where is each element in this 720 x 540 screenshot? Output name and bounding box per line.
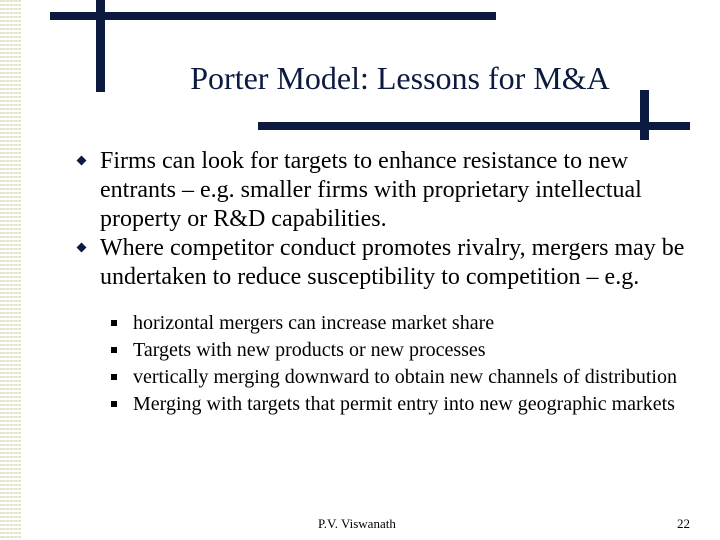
bullet-text: Where competitor conduct promotes rivalry, mergers may be undertaken to reduce susceptibility to competition – e.g.: [100, 235, 685, 290]
slide-title: Porter Model: Lessons for M&A: [190, 60, 610, 96]
bullet-item: [72, 147, 702, 234]
square-bullet-icon: [111, 320, 117, 326]
sub-bullet-text: Merging with targets that permit entry into new geographic markets: [133, 393, 675, 415]
sub-bullet-item: [72, 338, 702, 362]
page-number: 22: [677, 516, 690, 531]
sub-bullet-item: [72, 392, 702, 416]
decorative-stripes-overlay: [2, 0, 19, 540]
top-vertical-rule: [96, 0, 105, 92]
top-horizontal-rule: [50, 12, 496, 20]
sub-bullet-item: [72, 311, 702, 335]
sub-bullet-list: [72, 311, 702, 416]
slide-content: [72, 147, 702, 419]
sub-bullet-text: horizontal mergers can increase market share: [133, 312, 495, 334]
bullet-text: Firms can look for targets to enhance resistance to new entrants – e.g. smaller firms with proprietary intellectual property or R&D capabilities.: [100, 148, 642, 232]
square-bullet-icon: [111, 374, 117, 380]
sub-bullet-item: [72, 365, 702, 389]
square-bullet-icon: [111, 347, 117, 353]
bullet-item: [72, 234, 702, 292]
square-bullet-icon: [111, 401, 117, 407]
title-underline-rule: [258, 122, 690, 130]
diamond-bullet-icon: [77, 156, 87, 166]
sub-bullet-text: vertically merging downward to obtain new channels of distribution: [133, 366, 677, 388]
sub-bullet-text: Targets with new products or new processes: [133, 339, 486, 361]
footer-author: P.V. Viswanath: [318, 516, 396, 531]
diamond-bullet-icon: [77, 243, 87, 253]
